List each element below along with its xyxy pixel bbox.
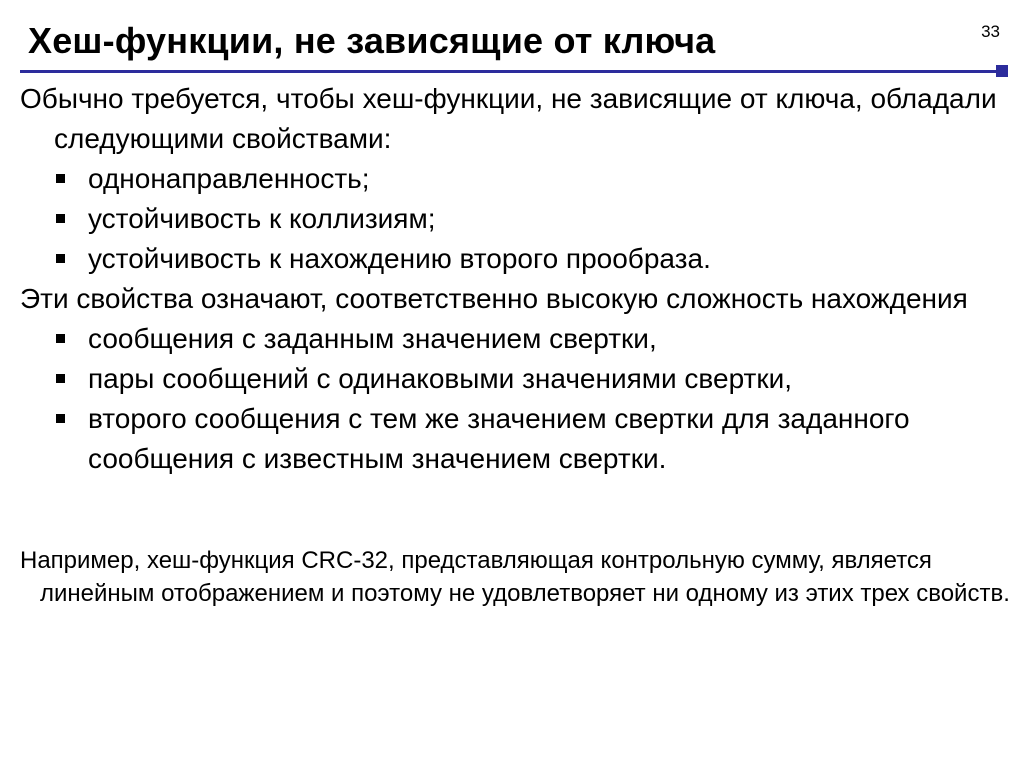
example-note: Например, хеш-функция CRC-32, представляющая контрольную сумму, является линейным отображением и поэтому не удовлетворяет ни одному из этих трех свойств. (20, 547, 1010, 607)
list-item-text: сообщения с заданным значением свертки, (88, 323, 657, 354)
list-item-text: второго сообщения с тем же значением свертки для заданного сообщения с известным значением свертки. (88, 403, 910, 474)
square-bullet-icon (56, 214, 65, 223)
list-item (20, 159, 1010, 199)
divider-end-square (996, 65, 1008, 77)
list-item (20, 239, 1010, 279)
square-bullet-icon (56, 414, 65, 423)
list-item-text: устойчивость к нахождению второго прообраза. (88, 243, 711, 274)
complexity-list (20, 319, 1010, 479)
square-bullet-icon (56, 334, 65, 343)
title-divider (20, 70, 1002, 73)
properties-list (20, 159, 1010, 279)
list-item-text: пары сообщений с одинаковыми значениями свертки, (88, 363, 793, 394)
slide-body (20, 79, 1010, 479)
list-item (20, 199, 1010, 239)
list-item (20, 319, 1010, 359)
paragraph-requirements: Обычно требуется, чтобы хеш-функции, не зависящие от ключа, обладали следующими свойствами: (20, 83, 997, 154)
list-item-text: однонаправленность; (88, 163, 370, 194)
slide-title: Хеш-функции, не зависящие от ключа (28, 20, 716, 61)
list-item (20, 359, 1010, 399)
slide-number: 33 (981, 22, 1000, 41)
list-item (20, 399, 1010, 479)
square-bullet-icon (56, 174, 65, 183)
square-bullet-icon (56, 374, 65, 383)
paragraph-meaning: Эти свойства означают, соответственно высокую сложность нахождения (20, 283, 968, 314)
square-bullet-icon (56, 254, 65, 263)
list-item-text: устойчивость к коллизиям; (88, 203, 436, 234)
